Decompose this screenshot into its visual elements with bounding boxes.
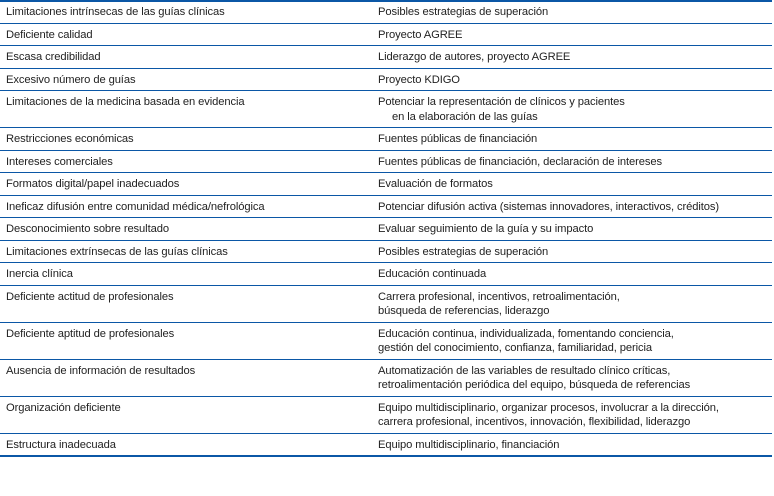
strategy-cell <box>372 73 772 88</box>
strategy-cell <box>372 95 772 124</box>
table-row <box>0 196 772 219</box>
limitation-cell: Organización deficiente <box>6 401 121 414</box>
strategy-line: Automatización de las variables de resultado clínico críticas, <box>378 364 671 377</box>
limitation-cell: Deficiente aptitud de profesionales <box>6 327 175 340</box>
table-row <box>0 241 772 264</box>
limitation-cell: Formatos digital/papel inadecuados <box>6 178 180 190</box>
strategy-line: carrera profesional, incentivos, innovación, flexibilidad, liderazgo <box>378 416 691 428</box>
strategy-line: Evaluar seguimiento de la guía y su impacto <box>378 223 594 235</box>
strategy-cell <box>372 401 772 430</box>
table-row <box>0 2 772 24</box>
table-row <box>0 46 772 69</box>
table-row <box>0 263 772 286</box>
table-row <box>0 173 772 196</box>
strategy-line: Potenciar la representación de clínicos y pacientes <box>378 96 625 108</box>
strategy-line: Evaluación de formatos <box>378 178 493 190</box>
strategy-line: Fuentes públicas de financiación <box>378 133 538 145</box>
strategy-cell <box>372 177 772 192</box>
strategy-cell <box>372 28 772 43</box>
limitation-cell: Escasa credibilidad <box>6 51 101 63</box>
limitation-cell: Limitaciones de la medicina basada en evidencia <box>6 96 245 108</box>
limitation-cell: Estructura inadecuada <box>6 438 116 451</box>
strategy-line: Fuentes públicas de financiación, declaración de intereses <box>378 155 663 168</box>
strategy-cell <box>372 290 772 319</box>
strategy-line: Liderazgo de autores, proyecto AGREE <box>378 51 571 63</box>
table-row <box>0 128 772 151</box>
table-row <box>0 91 772 128</box>
strategy-cell <box>372 267 772 282</box>
limitation-cell: Inercia clínica <box>6 268 73 280</box>
limitation-cell: Restricciones económicas <box>6 133 134 145</box>
limitation-cell: Deficiente calidad <box>6 28 93 41</box>
table-row <box>0 397 772 434</box>
limitation-cell: Deficiente actitud de profesionales <box>6 290 174 303</box>
strategy-cell <box>372 155 772 170</box>
strategy-line: Equipo multidisciplinario, financiación <box>378 438 560 451</box>
table-row <box>0 24 772 47</box>
strategy-cell <box>372 222 772 237</box>
strategy-line: búsqueda de referencias, liderazgo <box>378 305 550 317</box>
strategy-cell <box>372 438 772 453</box>
limitation-cell: Limitaciones intrínsecas de las guías clínicas <box>6 6 225 18</box>
strategy-line: en la elaboración de las guías <box>392 110 538 123</box>
strategy-line: Carrera profesional, incentivos, retroalimentación, <box>378 290 620 303</box>
strategy-cell <box>372 50 772 65</box>
strategy-line: Educación continua, individualizada, fomentando conciencia, <box>378 327 674 340</box>
strategy-cell <box>372 132 772 147</box>
strategy-line: Equipo multidisciplinario, organizar procesos, involucrar a la dirección, <box>378 401 719 414</box>
limitation-cell: Intereses comerciales <box>6 155 113 168</box>
table-row <box>0 69 772 92</box>
limitation-cell: Limitaciones extrínsecas de las guías clínicas <box>6 245 228 258</box>
strategy-cell <box>372 245 772 260</box>
table-row <box>0 323 772 360</box>
strategy-line: Proyecto KDIGO <box>378 73 460 86</box>
strategy-line: Educación continuada <box>378 268 487 280</box>
strategy-cell <box>372 5 772 20</box>
limitation-cell: Ineficaz difusión entre comunidad médica/nefrológica <box>6 200 265 213</box>
strategy-cell <box>372 364 772 393</box>
strategy-line: Posibles estrategias de superación <box>378 245 549 258</box>
strategy-cell <box>372 200 772 215</box>
strategy-line: retroalimentación periódica del equipo, búsqueda de referencias <box>378 379 691 391</box>
table-row <box>0 360 772 397</box>
table-body <box>0 2 772 457</box>
strategy-cell <box>372 327 772 356</box>
table-row <box>0 151 772 174</box>
limitation-cell: Desconocimiento sobre resultado <box>6 223 169 235</box>
table-row <box>0 218 772 241</box>
strategy-line: Proyecto AGREE <box>378 28 463 41</box>
table-row <box>0 434 772 458</box>
limitation-cell: Ausencia de información de resultados <box>6 364 196 377</box>
limitation-cell: Excesivo número de guías <box>6 73 136 86</box>
strategy-line: Potenciar difusión activa (sistemas innovadores, interactivos, créditos) <box>378 200 720 213</box>
strategy-line: gestión del conocimiento, confianza, familiaridad, pericia <box>378 342 653 354</box>
table-row <box>0 286 772 323</box>
strategy-line: Posibles estrategias de superación <box>378 6 549 18</box>
